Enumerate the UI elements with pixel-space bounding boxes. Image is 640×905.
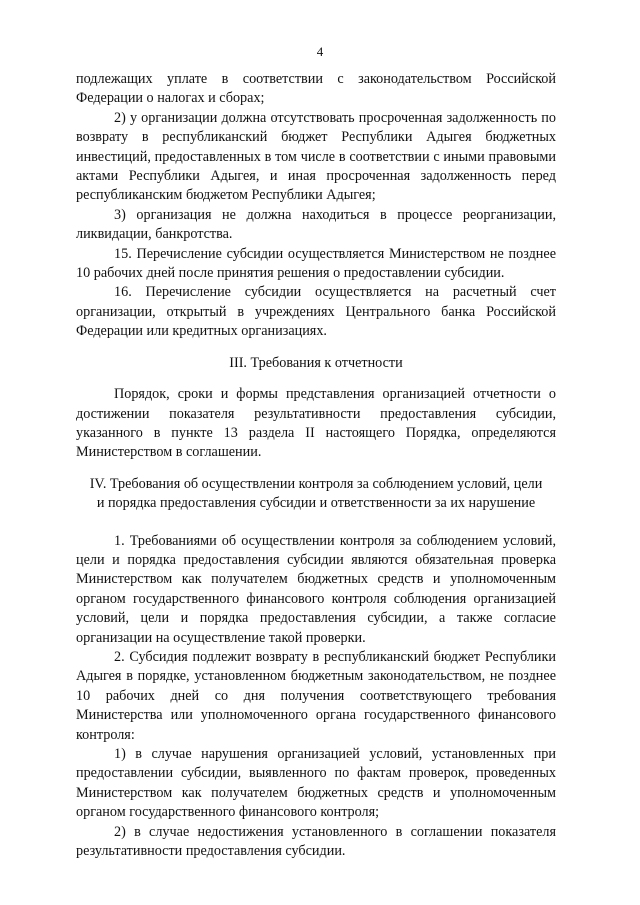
- section-4-clause-2-item-1: 1) в случае нарушения организацией условий, установленных при предоставлении субсидии, выявленного по фактам проверок, проведенных Министерством как получателем бюджетных средств и уполномоченным органом государственного финансового контроля;: [76, 746, 556, 821]
- paragraph-item-2: 2) у организации должна отсутствовать просроченная задолженность по возврату в республиканский бюджет Республики Адыгея бюджетных инвестиций, предоставленных в том числе в соответствии с иными правовыми актами Республики Адыгея, и иная просроченная задолженность перед республиканским бюджетом Республики Адыгея;: [76, 109, 556, 204]
- section-3-heading: III. Требования к отчетности: [229, 354, 403, 371]
- section-4-heading-line-2: и порядка предоставления субсидии и ответственности за их нарушение: [96, 495, 536, 512]
- document-body: [76, 70, 556, 861]
- page-number: 4: [316, 44, 324, 59]
- paragraph-continuation: подлежащих уплате в соответствии с законодательством Российской Федерации о налогах и сборах;: [76, 71, 556, 107]
- section-4-clause-2-item-2: 2) в случае недостижения установленного в соглашении показателя результативности предоставления субсидии.: [76, 823, 556, 860]
- paragraph-clause-16: 16. Перечисление субсидии осуществляется на расчетный счет организации, открытый в учреждениях Центрального банка Российской Федерации или кредитных организациях.: [76, 284, 556, 340]
- paragraph-item-3: 3) организация не должна находиться в процессе реорганизации, ликвидации, банкротства.: [76, 206, 556, 243]
- section-3-text: Порядок, сроки и формы представления организацией отчетности о достижении показателя результативности предоставления субсидии, указанного в пункте 13 раздела II настоящего Порядка, определяются Министерством в соглашении.: [76, 386, 556, 461]
- paragraph-clause-15: 15. Перечисление субсидии осуществляется Министерством не позднее 10 рабочих дней после принятия решения о предоставлении субсидии.: [76, 245, 556, 282]
- section-4-heading: [76, 475, 556, 514]
- section-4-heading-line-1: IV. Требования об осуществлении контроля за соблюдением условий, цели: [89, 475, 543, 492]
- section-4-clause-1: 1. Требованиями об осуществлении контроля за соблюдением условий, цели и порядка предоставления субсидии являются обязательная проверка Министерством как получателем бюджетных средств и уполномоченным органом государственного финансового контроля соблюдения организацией условий, цели и порядка предоставления субсидии, а также согласие организации на осуществление такой проверки.: [76, 532, 556, 646]
- section-4-clause-2: 2. Субсидия подлежит возврату в республиканский бюджет Республики Адыгея в порядке, установленном бюджетным законодательством, не позднее 10 рабочих дней со дня получения соответствующего требования Министерства или уполномоченного органа государственного финансового контроля:: [76, 648, 556, 743]
